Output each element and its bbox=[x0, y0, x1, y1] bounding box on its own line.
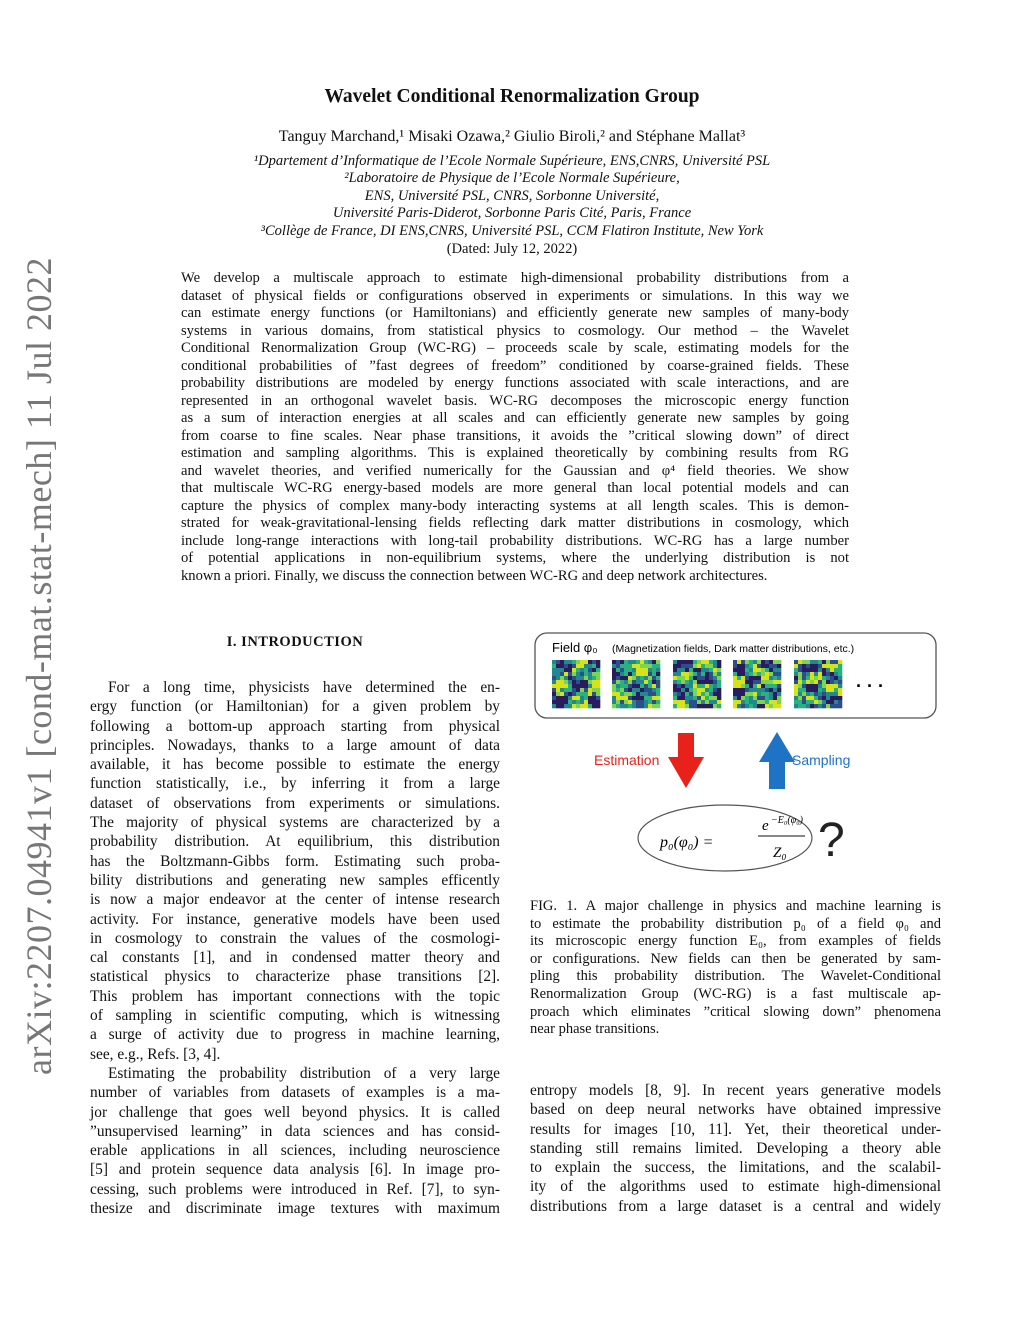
author-list: Tanguy Marchand,¹ Misaki Ozawa,² Giulio Biroli,² and Stéphane Mallat³ bbox=[278, 128, 746, 145]
abstract-line: dataset of physical fields or configurations observed in experiments or simulations. In this way we bbox=[181, 287, 849, 304]
text-line: principles. Nowadays, thanks to a large amount of data bbox=[90, 736, 500, 754]
text-line: Estimating the probability distribution of a very large bbox=[108, 1064, 500, 1082]
field-sample-5 bbox=[794, 660, 842, 708]
text-line: of sampling in scientific computing, which is witnessing bbox=[90, 1007, 500, 1025]
formula-numerator: e bbox=[762, 818, 769, 834]
caption-line: Renormalization Group (WC-RG) is a fast multiscale ap- bbox=[530, 985, 941, 1002]
text-line: This problem has important connections with the topic bbox=[90, 987, 500, 1005]
text-line: statistical physics to characterize phase transitions [2]. bbox=[90, 968, 500, 986]
text-line: erable applications in all sciences, including neuroscience bbox=[90, 1142, 500, 1160]
abstract-line: systems in various domains, from statistical physics to cosmology. Our method – the Wavelet bbox=[181, 322, 849, 339]
figure-caption bbox=[530, 898, 941, 1039]
text-line: cal constants [1], and in condensed matter theory and bbox=[90, 949, 500, 967]
abstract-line: Conditional Renormalization Group (WC-RG) – proceeds scale by scale, estimating models for the bbox=[181, 340, 849, 356]
date-line: (Dated: July 12, 2022) bbox=[446, 241, 578, 257]
field-samples bbox=[552, 660, 842, 708]
text-line: has the Boltzmann-Gibbs form. Estimating such proba- bbox=[90, 852, 500, 870]
text-line: ergy function (or Hamiltonian) for a given problem by bbox=[90, 698, 500, 716]
abstract-line: of potential applications in non-equilibrium systems, where the underlying distribution is not bbox=[181, 550, 849, 566]
abstract-line: include long-range interactions with long-tail probability distributions. WC-RG has a large number bbox=[181, 532, 849, 549]
text-line: [5] and protein sequence data analysis [6]. In image pro- bbox=[90, 1161, 500, 1179]
text-line: available, it has become possible to estimate the energy bbox=[90, 756, 500, 774]
field-sample-3 bbox=[673, 660, 721, 708]
abstract-line: strated for weak-gravitational-lensing fields reflecting dark matter distributions in cosmology, which bbox=[181, 515, 849, 531]
abstract-line: as a sum of interaction energies at all scales and can efficiently generate new samples by going bbox=[181, 410, 849, 426]
abstract-line: known a priori. Finally, we discuss the connection between WC-RG and deep network architectures. bbox=[181, 567, 768, 584]
field-label: Field φ₀ bbox=[552, 640, 598, 655]
text-line: results for images [10, 11]. Yet, their theoretical under- bbox=[530, 1120, 941, 1138]
affiliation-3: ³Collège de France, DI ENS,CNRS, Université PSL, CCM Flatiron Institute, New York bbox=[260, 223, 764, 239]
sampling-label: Sampling bbox=[792, 752, 851, 768]
text-line: see, e.g., Refs. [3, 4]. bbox=[90, 1045, 221, 1063]
caption-line: its microscopic energy function E₀, from examples of fields bbox=[530, 933, 941, 950]
text-line: jor challenge that goes well beyond physics. It is called bbox=[90, 1103, 500, 1121]
text-line: thesize and discriminate image textures with maximum bbox=[90, 1200, 500, 1218]
caption-line: pling this probability distribution. The Wavelet-Conditional bbox=[530, 968, 941, 985]
formula-lhs: p₀(φ₀) = bbox=[660, 834, 714, 851]
abstract-line: We develop a multiscale approach to estimate high-dimensional probability distributions from a bbox=[181, 270, 849, 286]
formula-exponent: −E₀(φ₀) bbox=[771, 815, 804, 826]
text-line: is now a major endeavor at the center of intense research bbox=[90, 891, 500, 909]
question-mark: ? bbox=[818, 814, 845, 867]
affiliation-2: ²Laboratoire de Physique de l’Ecole Normale Supérieure, bbox=[344, 170, 680, 186]
affiliation-2b: ENS, Université PSL, CNRS, Sorbonne Université, bbox=[364, 188, 660, 204]
field-note: (Magnetization fields, Dark matter distributions, etc.) bbox=[612, 643, 855, 655]
affiliation-1: ¹Dpartement d’Informatique de l’Ecole Normale Supérieure, ENS,CNRS, Université PSL bbox=[253, 153, 771, 169]
text-line: number of variables from datasets of examples is a ma- bbox=[90, 1084, 500, 1102]
abstract-line: probability distributions are modeled by energy functions associated with scale interactions, and are bbox=[181, 375, 849, 391]
figure-1 bbox=[530, 630, 941, 890]
caption-line: FIG. 1. A major challenge in physics and machine learning is bbox=[530, 898, 941, 914]
estimation-arrow bbox=[668, 733, 704, 788]
arxiv-identifier: arXiv:2207.04941v1 [cond-mat.stat-mech] 11 Jul 2022 bbox=[19, 256, 59, 1075]
text-line: standing still remains limited. Developing a theory able bbox=[530, 1139, 941, 1157]
text-line: ity of the algorithms used to estimate high-dimensional bbox=[530, 1178, 941, 1196]
text-line: dataset of observations from experiments or simulations. bbox=[90, 794, 500, 812]
left-column-text bbox=[90, 678, 500, 1218]
affiliation-2c: Université Paris-Diderot, Sorbonne Paris Cité, Paris, France bbox=[332, 205, 692, 221]
text-line: following a bottom-up approach starting from physical bbox=[90, 717, 500, 735]
abstract-line: conditional probabilities of ”fast degrees of freedom” conditioned by coarse-grained fields. These bbox=[181, 357, 849, 374]
text-line: activity. For instance, generative models have been used bbox=[90, 910, 500, 928]
abstract-line: that multiscale WC-RG energy-based models are more general than local potential models and can bbox=[181, 480, 849, 496]
section-heading: I. INTRODUCTION bbox=[226, 634, 364, 650]
abstract-line: represented in an orthogonal wavelet basis. WC-RG decomposes the microscopic energy function bbox=[181, 392, 849, 409]
field-sample-1 bbox=[552, 660, 600, 708]
caption-line: or configurations. New fields can then be generated by sam- bbox=[530, 950, 941, 967]
text-line: to explain the success, the limitations, and the scalabil- bbox=[530, 1159, 941, 1177]
abstract-line: can estimate energy functions (or Hamiltonians) and efficiently generate new samples of many-body bbox=[181, 305, 849, 321]
sampling-arrow bbox=[759, 732, 795, 789]
field-sample-4 bbox=[733, 660, 781, 708]
text-line: a surge of activity due to progress in machine learning, bbox=[90, 1026, 500, 1044]
text-line: The majority of physical systems are characterized by a bbox=[90, 814, 500, 832]
ellipsis: · · · bbox=[856, 676, 884, 696]
abstract bbox=[181, 270, 849, 585]
right-column-text bbox=[530, 1081, 941, 1216]
caption-line: proach which eliminates ”critical slowing down” phenomena bbox=[530, 1003, 941, 1020]
abstract-line: capture the physics of complex many-body interacting systems at all length scales. This is demon- bbox=[181, 497, 849, 514]
abstract-line: and wavelet theories, and verified numerically for the Gaussian and φ⁴ field theories. We show bbox=[181, 462, 849, 479]
text-line: in cosmology to constrain the values of the cosmologi- bbox=[90, 929, 500, 947]
text-line: bility distributions and generating new samples efficently bbox=[90, 871, 500, 889]
text-line: probability distribution. At equilibrium, this distribution bbox=[90, 833, 500, 851]
text-line: ”unsupervised learning” in data sciences and has consid- bbox=[90, 1122, 500, 1140]
caption-line: near phase transitions. bbox=[530, 1021, 660, 1038]
text-line: entropy models [8, 9]. In recent years generative models bbox=[530, 1082, 941, 1099]
text-line: cessing, such problems were introduced in Ref. [7], to syn- bbox=[90, 1180, 500, 1198]
text-line: For a long time, physicists have determined the en- bbox=[108, 679, 500, 696]
abstract-line: estimation and sampling algorithms. This is explained theoretically by combining results from RG bbox=[181, 445, 849, 461]
abstract-line: from coarse to fine scales. Near phase transitions, it avoids the ”critical slowing down” of direct bbox=[181, 427, 849, 444]
caption-line: to estimate the probability distribution p₀ of a field φ₀ and bbox=[530, 915, 941, 932]
paper-title: Wavelet Conditional Renormalization Group bbox=[324, 86, 700, 107]
estimation-label: Estimation bbox=[594, 752, 660, 768]
text-line: based on deep neural networks have obtained impressive bbox=[530, 1101, 941, 1119]
formula-denominator: Z₀ bbox=[773, 845, 787, 861]
text-line: function statistically, i.e., by inferring it from a large bbox=[90, 775, 500, 793]
field-sample-2 bbox=[612, 660, 660, 708]
text-line: distributions from a large dataset is a central and widely bbox=[530, 1197, 941, 1215]
